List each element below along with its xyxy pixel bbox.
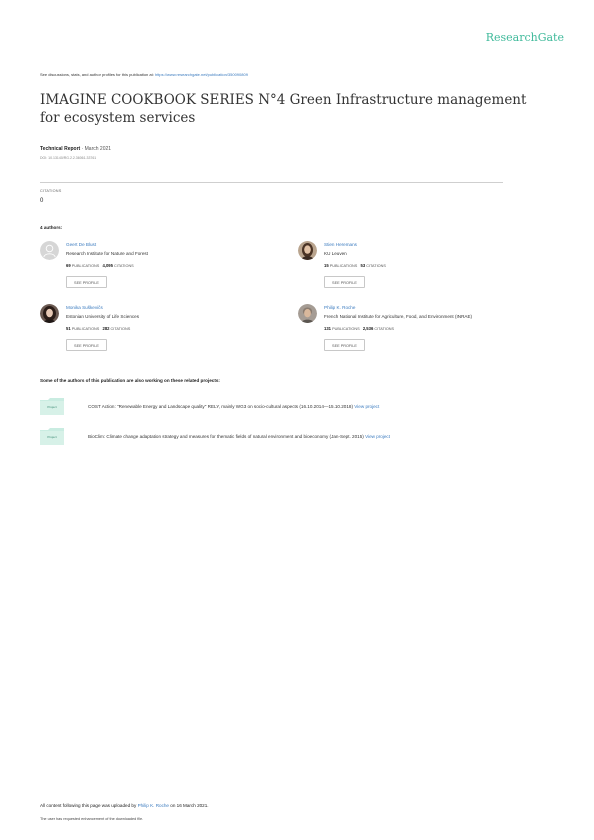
upload-note: [40, 803, 209, 808]
author-card: [298, 304, 538, 360]
project-icon-label: Project: [47, 435, 57, 439]
upload-date: on 16 March 2021.: [170, 803, 209, 808]
page-title: IMAGINE COOKBOOK SERIES N°4 Green Infrastructure management for ecosystem services: [40, 92, 527, 126]
see-profile-button[interactable]: SEE PROFILE: [66, 276, 107, 288]
publication-link[interactable]: https://www.researchgate.net/publication/350090809: [154, 72, 248, 77]
avatar-placeholder-icon[interactable]: [40, 241, 59, 260]
author-institution: Research Institute for Nature and Forest: [66, 251, 148, 256]
citations-count: 53: [360, 263, 366, 268]
project-item: [88, 434, 390, 439]
citations-count: 4,095: [102, 263, 113, 268]
project-folder-icon[interactable]: [40, 428, 64, 445]
publication-date: · March 2021: [80, 146, 112, 152]
author-card: [298, 241, 538, 297]
divider: [40, 182, 503, 183]
view-project-link[interactable]: View project: [365, 434, 391, 439]
author-photo-icon[interactable]: [298, 304, 317, 323]
publications-label: PUBLICATIONS: [71, 327, 100, 331]
citations-count: 2,536: [362, 326, 374, 331]
uploader-link[interactable]: Philip K. Roche: [137, 803, 169, 808]
project-title: BioClim: Climate change adaptation strategy and measures for thematic fields of natural environment and bioeconomy (Jan-Sept. 2015): [88, 434, 364, 439]
author-name[interactable]: Monika Suškevičs: [66, 305, 103, 310]
citations-label: CITATIONS: [110, 327, 131, 331]
project-item: [88, 404, 379, 409]
see-profile-button[interactable]: SEE PROFILE: [324, 276, 365, 288]
author-stats: [66, 263, 134, 268]
author-stats: [324, 263, 386, 268]
related-projects-heading: Some of the authors of this publication are also working on these related projects:: [40, 378, 220, 383]
author-name[interactable]: Geert De Blust: [66, 242, 97, 247]
publications-count: 69: [66, 263, 71, 268]
author-card: [40, 241, 280, 297]
publications-label: PUBLICATIONS: [329, 264, 358, 268]
author-name[interactable]: Philip K. Roche: [324, 305, 356, 310]
author-stats: [324, 326, 394, 331]
discussion-line: [40, 72, 248, 77]
citations-label: CITATIONS: [114, 264, 134, 268]
citations-label: CITATIONS: [374, 327, 395, 331]
publications-label: PUBLICATIONS: [332, 327, 360, 331]
project-title: COST Action: "Renewable Energy and Landscape quality" RELY, mainly WG3 on socio-cultural aspects (16.10.2014—15.10.2018): [88, 404, 354, 409]
authors-heading: 4 authors:: [40, 225, 63, 230]
citations-label: CITATIONS: [40, 189, 62, 193]
author-photo-icon[interactable]: [298, 241, 317, 260]
enhancement-note: The user has requested enhancement of the downloaded file.: [40, 817, 144, 821]
author-photo-icon[interactable]: [40, 304, 59, 323]
upload-prefix: All content following this page was uploaded by: [40, 803, 137, 808]
publications-count: 15: [324, 263, 329, 268]
see-profile-button[interactable]: SEE PROFILE: [66, 339, 107, 351]
discussion-prefix: See discussions, stats, and author profiles for this publication at:: [40, 72, 154, 77]
doi: DOI: 10.13140/RG.2.2.36061.33761: [40, 156, 97, 160]
publications-count: 51: [66, 326, 71, 331]
citations-label: CITATIONS: [366, 264, 386, 268]
author-stats: [66, 326, 130, 331]
publications-count: 131: [324, 326, 331, 331]
author-name[interactable]: Stien Heremans: [324, 242, 357, 247]
project-icon-label: Project: [47, 405, 57, 409]
report-type: Technical Report: [40, 146, 81, 152]
citations-count: 0: [40, 198, 44, 204]
view-project-link[interactable]: View project: [354, 404, 380, 409]
researchgate-logo[interactable]: ResearchGate: [485, 31, 564, 44]
publications-label: PUBLICATIONS: [71, 264, 100, 268]
see-profile-button[interactable]: SEE PROFILE: [324, 339, 365, 351]
citations-count: 282: [102, 326, 110, 331]
project-folder-icon[interactable]: [40, 398, 64, 415]
publication-type: [40, 146, 111, 152]
author-institution: French National Institute for Agriculture, Food, and Environment (INRAE): [324, 314, 473, 319]
author-card: [40, 304, 280, 360]
author-institution: KU Leuven: [324, 251, 347, 256]
author-institution: Estonian University of Life Sciences: [66, 314, 140, 319]
